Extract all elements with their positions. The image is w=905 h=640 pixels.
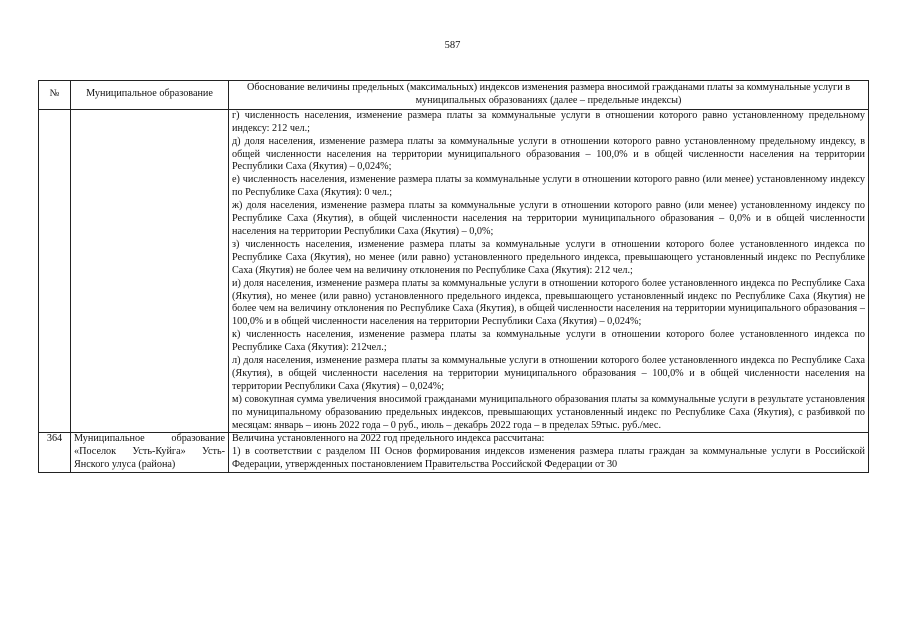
table-header-row	[39, 81, 869, 110]
paragraph-g: г) численность населения, изменение размера платы за коммунальные услуги в отношении которого равно установленному предельному индексу: 212 чел.;	[232, 109, 865, 134]
paragraph-z: з) численность населения, изменение размера платы за коммунальные услуги в отношении которого более установленного индекса по Республике Саха (Якутия), но менее (или равно) установленного предельного индекса, превышающего установленный индекс по Республике Саха (Якутия) не более чем на величину отклонения по Республике Саха (Якутия): 212 чел.;	[232, 238, 865, 276]
paragraph-intro: Величина установленного на 2022 год предельного индекса рассчитана:	[232, 433, 545, 445]
header-number: №	[39, 81, 71, 110]
municipal-index-table	[38, 80, 869, 473]
paragraph-m: м) совокупная сумма увеличения вносимой гражданами муниципального образования платы за коммунальные услуги в результате установления по муниципальному образованию предельных индексов, превышающих установленный индекс по Республике Саха (Якутия), с разбивкой по месяцам: январь – июнь 2022 года – 0 руб., июль – декабрь 2022 года – в пределах 59тыс. руб./мес.	[232, 393, 865, 431]
row-justification	[229, 109, 869, 433]
row-number: 364	[39, 433, 71, 473]
paragraph-i: и) доля населения, изменение размера платы за коммунальные услуги в отношении которого более установленного индекса по Республике Саха (Якутия), но менее (или равно) установленного предельного индекса, превышающего установленный индекс по Республике Саха (Якутия) не более чем на величину отклонения по Республике Саха (Якутия), в общей численности населения на территории муниципального образования – 100,0% и в общей численности населения на территории Республики Саха (Якутия) – 0,024%;	[232, 277, 865, 328]
page-number: 587	[444, 40, 461, 51]
header-justification: Обоснование величины предельных (максимальных) индексов изменения размера вносимой гражданами платы за коммунальные услуги в муниципальных образованиях (далее – предельные индексы)	[229, 81, 869, 110]
paragraph-k: к) численность населения, изменение размера платы за коммунальные услуги в отношении которого более установленного индекса по Республике Саха (Якутия): 212чел.;	[232, 329, 865, 354]
paragraph-l: л) доля населения, изменение размера платы за коммунальные услуги в отношении которого более установленного индекса по Республике Саха (Якутия), в общей численности населения на территории муниципального образования – 100,0% и в общей численности населения на территории Республики Саха (Якутия) – 0,024%;	[232, 355, 865, 392]
paragraph-d: д) доля населения, изменение размера платы за коммунальные услуги в отношении которого равно установленному предельному индексу, в общей численности населения на территории муниципального образования – 100,0% и в общей численности населения на территории Республики Саха (Якутия) – 0,024%;	[232, 135, 865, 173]
row-municipality: Муниципальное образование «Поселок Усть-Куйга» Усть-Янского улуса (района)	[71, 433, 229, 473]
table-row	[39, 433, 869, 473]
table-row	[39, 109, 869, 433]
header-municipality: Муниципальное образование	[71, 81, 229, 110]
row-justification	[229, 433, 869, 473]
row-number	[39, 109, 71, 433]
paragraph-1: 1) в соответствии с разделом III Основ формирования индексов изменения размера платы граждан за коммунальные услуги в Российской Федерации, утвержденных постановлением Правительства Российской Федерации от 30	[232, 446, 865, 471]
paragraph-zh: ж) доля населения, изменение размера платы за коммунальные услуги в отношении которого равно (или менее) установленному индексу по Республике Саха (Якутия), в общей численности населения на территории муниципального образования – 0,0% и в общей численности населения на территории Республики Саха (Якутия) – 0,0%;	[232, 200, 865, 237]
row-municipality	[71, 109, 229, 433]
paragraph-e: е) численность населения, изменение размера платы за коммунальные услуги в отношении которого равно (или менее) установленному индексу по Республике Саха (Якутия): 0 чел.;	[232, 174, 865, 199]
